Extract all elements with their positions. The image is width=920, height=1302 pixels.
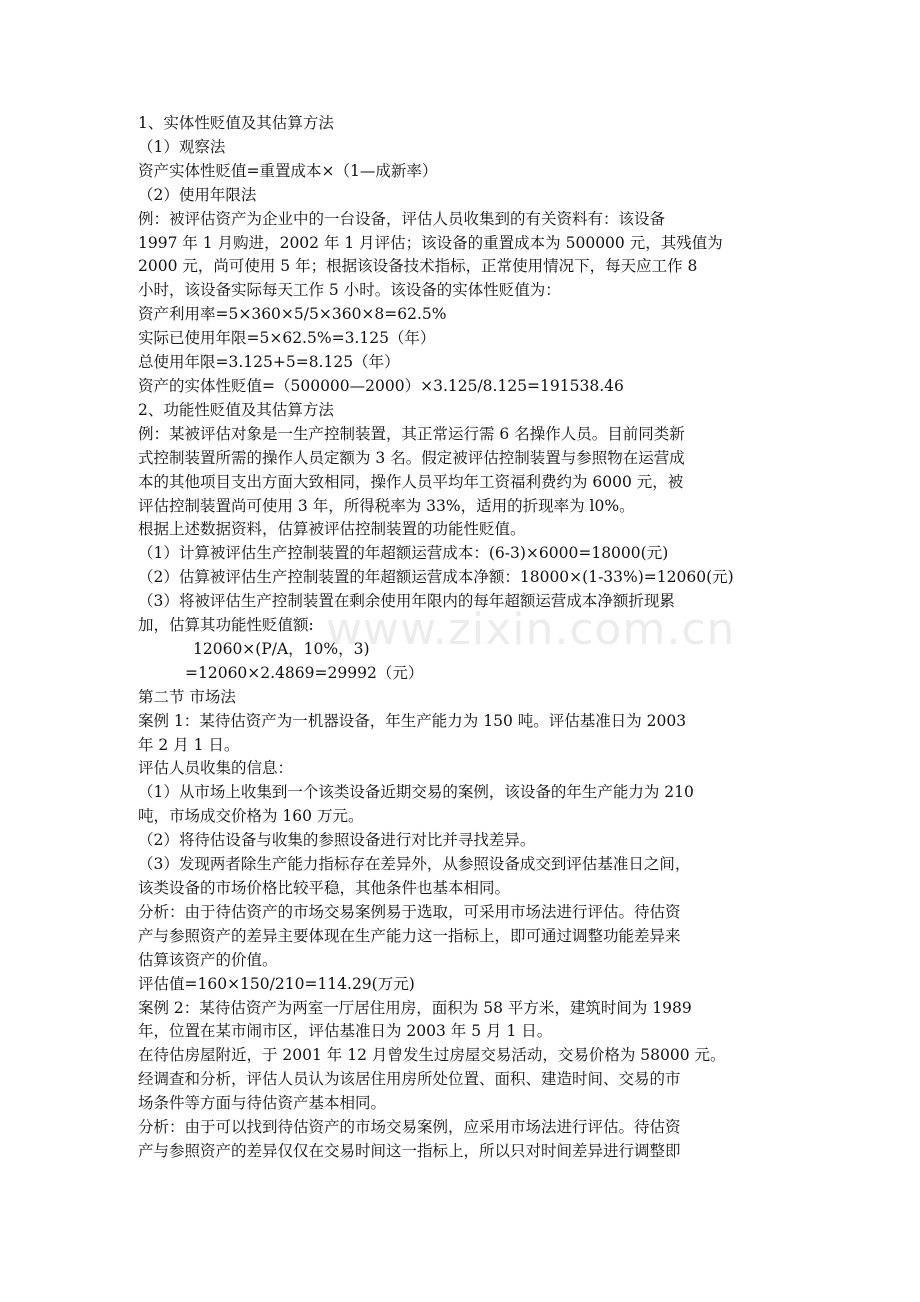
text-line: （2）将待估设备与收集的参照设备进行对比并寻找差异。	[138, 831, 536, 850]
text-line: 评估人员收集的信息：	[138, 759, 294, 778]
text-line: （1）观察法	[138, 137, 226, 156]
text-line: （1）计算被评估生产控制装置的年超额运营成本：(6-3)×6000=18000(元)	[138, 544, 669, 563]
text-line: （2）估算被评估生产控制装置的年超额运营成本净额：18000×(1-33%)=12060(元)	[138, 568, 734, 587]
text-line: 吨，市场成交价格为 160 万元。	[138, 807, 364, 826]
formula-line: 实际已使用年限=5×62.5%=3.125（年）	[138, 329, 436, 348]
text-line: （2）使用年限法	[138, 185, 257, 204]
text-line: 加，估算其功能性贬值额:	[138, 616, 314, 635]
text-line: 资产实体性贬值=重置成本×（1—成新率）	[138, 161, 438, 180]
text-line: 产与参照资产的差异主要体现在生产能力这一指标上，即可通过调整功能差异来	[138, 926, 681, 945]
text-line: 根据上述数据资料，估算被评估控制装置的功能性贬值。	[138, 520, 526, 539]
formula-line: 资产利用率=5×360×5/5×360×8=62.5%	[138, 305, 447, 324]
text-line: （3）发现两者除生产能力指标存在差异外，从参照设备成交到评估基准日之间，	[138, 855, 691, 874]
formula-line: 总使用年限=3.125+5=8.125（年）	[138, 353, 400, 372]
text-line: 产与参照资产的差异仅仅在交易时间这一指标上，所以只对时间差异进行调整即	[138, 1141, 681, 1160]
text-line: 小时，该设备实际每天工作 5 小时。该设备的实体性贬值为：	[138, 281, 561, 300]
text-line: 年，位置在某市闹市区，评估基准日为 2003 年 5 月 1 日。	[138, 1022, 553, 1041]
text-line: （3）将被评估生产控制装置在剩余使用年限内的每年超额运营成本净额折现累	[138, 592, 675, 611]
watermark: www.zixin.com.cn	[326, 604, 736, 655]
text-line: 案例 2：某待估资产为两室一厅居住用房，面积为 58 平方米，建筑时间为 1989	[138, 998, 692, 1017]
section-heading-functional-depreciation: 2、功能性贬值及其估算方法	[138, 400, 334, 419]
text-line: 分析：由于可以找到待估资产的市场交易案例，应采用市场法进行评估。待估资	[138, 1118, 681, 1137]
text-line: 在待估房屋附近，于 2001 年 12 月曾发生过房屋交易活动，交易价格为 58000 元。	[138, 1046, 726, 1065]
text-line: 估算该资产的价值。	[138, 950, 278, 969]
formula-line: 资产的实体性贬值=（500000—2000）×3.125/8.125=191538.46	[138, 376, 624, 395]
formula-line-indented: 12060×(P/A，10%，3)	[193, 639, 370, 658]
text-line: 场条件等方面与待估资产基本相同。	[138, 1094, 387, 1113]
section-heading-market-method: 第二节 市场法	[138, 687, 236, 706]
text-line: 评估控制装置尚可使用 3 年，所得税率为 33%，适用的折现率为 l0%。	[138, 496, 635, 515]
text-line: 式控制装置所需的操作人员定额为 3 名。假定被评估控制装置与参照物在运营成	[138, 448, 685, 467]
text-line: 2000 元，尚可使用 5 年；根据该设备技术指标，正常使用情况下，每天应工作 8	[138, 257, 698, 276]
text-line: 经调查和分析，评估人员认为该居住用房所处位置、面积、建造时间、交易的市	[138, 1070, 681, 1089]
text-line: 本的其他项目支出方面大致相同，操作人员平均年工资福利费约为 6000 元，被	[138, 472, 684, 491]
text-line: 1997 年 1 月购进，2002 年 1 月评估；该设备的重置成本为 500000 元，其残值为	[138, 233, 723, 252]
text-line: 该类设备的市场价格比较平稳，其他条件也基本相同。	[138, 879, 511, 897]
section-heading-physical-depreciation: 1、实体性贬值及其估算方法	[138, 114, 334, 132]
text-line: 例：某被评估对象是一生产控制装置，其正常运行需 6 名操作人员。目前同类新	[138, 424, 685, 443]
formula-line-indented: =12060×2.4869=29992（元）	[185, 663, 424, 682]
formula-line: 评估值=160×150/210=114.29(万元)	[138, 974, 415, 993]
text-line: 例：被评估资产为企业中的一台设备，评估人员收集到的有关资料有：该设备	[138, 209, 666, 228]
text-line: （1）从市场上收集到一个该类设备近期交易的案例，该设备的年生产能力为 210	[138, 783, 694, 802]
text-line: 案例 1：某待估资产为一机器设备，年生产能力为 150 吨。评估基准日为 2003	[138, 711, 687, 730]
text-line: 分析：由于待估资产的市场交易案例易于选取，可采用市场法进行评估。待估资	[138, 902, 681, 921]
text-line: 年 2 月 1 日。	[138, 735, 240, 754]
